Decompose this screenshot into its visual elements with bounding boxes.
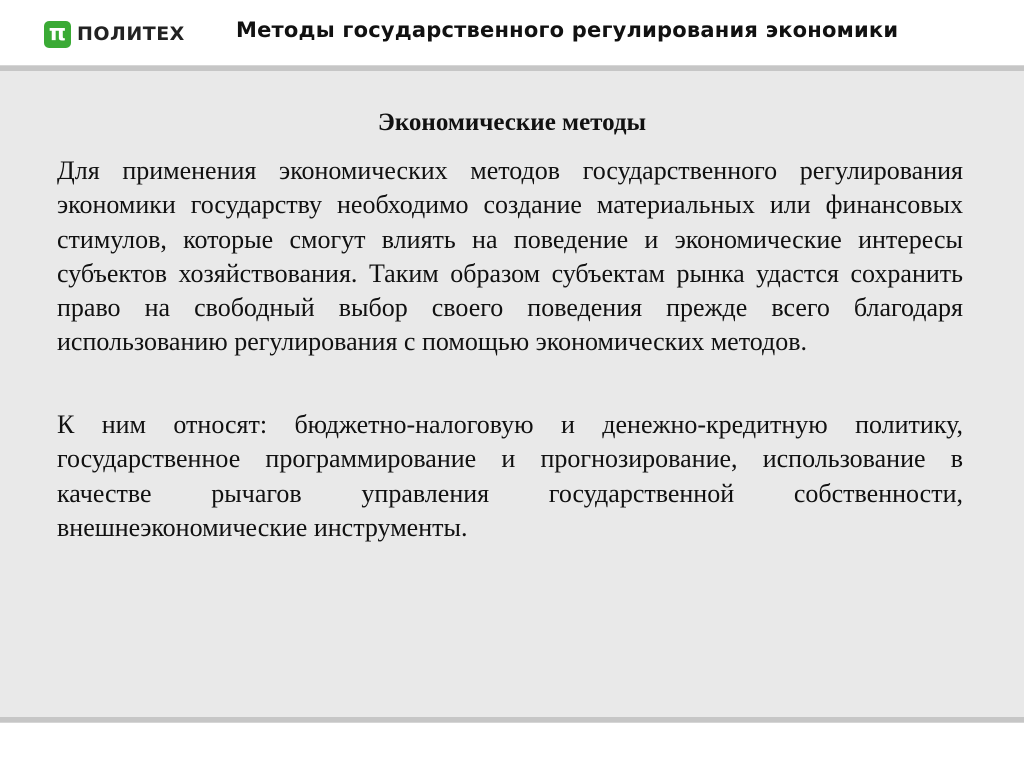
logo-text: ПОЛИТЕХ xyxy=(77,23,185,45)
slide-header xyxy=(0,0,1024,65)
paragraph-intro: Для применения экономических методов государственного регулирования экономики государству необходимо создание материальных или финансовых стимулов, которые смогут влиять на поведение и экономические интересы субъектов хозяйствования. Таким образом субъектам рынка удастся сохранить право на свободный выбор своего поведения прежде всего благодаря использованию регулирования с помощью экономических методов. xyxy=(57,156,963,357)
slide-title: Методы государственного регулирования экономики xyxy=(236,18,899,42)
bottom-divider-bar xyxy=(0,717,1024,723)
pi-icon: π xyxy=(44,21,71,48)
politech-logo xyxy=(44,20,185,48)
paragraph-methods-list: К ним относят: бюджетно-налоговую и денежно-кредитную политику, государственное программирование и прогнозирование, использование в качестве рычагов управления государственной собственности, внешнеэкономические инструменты. xyxy=(57,410,963,542)
section-heading: Экономические методы xyxy=(377,109,647,136)
slide-content xyxy=(0,71,1024,717)
